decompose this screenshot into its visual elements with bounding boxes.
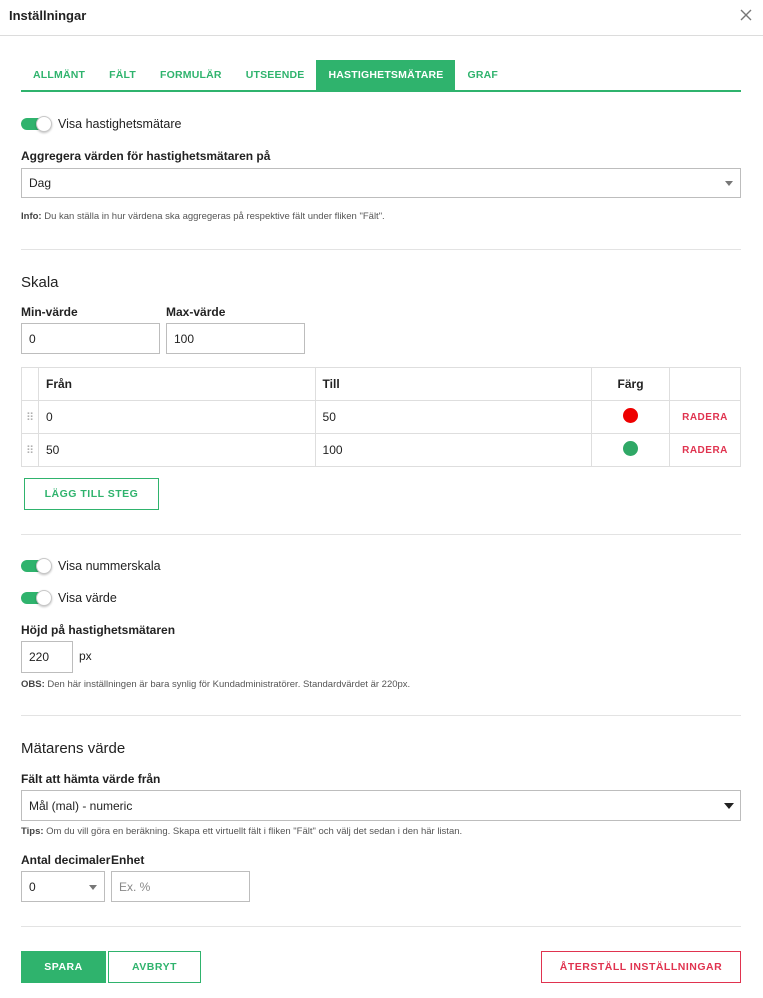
decimals-select[interactable]: [21, 871, 105, 902]
decimals-label: Antal decimaler: [21, 853, 111, 867]
delete-step-button[interactable]: RADERA: [670, 434, 741, 467]
field-source-label: Fält att hämta värde från: [21, 772, 161, 786]
tab-falt[interactable]: FÄLT: [109, 69, 136, 81]
field-source-select[interactable]: [21, 790, 741, 821]
unit-input[interactable]: [111, 871, 250, 902]
max-value-input[interactable]: 100: [166, 323, 305, 354]
aggregate-info: Info: Du kan ställa in hur värdena ska aggregeras på respektive fält under fliken "Fält".: [21, 211, 385, 222]
table-row: [22, 434, 741, 467]
drag-handle-icon[interactable]: ⠿: [22, 401, 39, 434]
min-value-label: Min-värde: [21, 305, 78, 319]
cancel-button[interactable]: AVBRYT: [108, 951, 201, 983]
height-note: OBS: Den här inställningen är bara synlig för Kundadministratörer. Standardvärdet är 220px.: [21, 679, 411, 690]
color-swatch[interactable]: [623, 441, 638, 456]
column-to: Till: [315, 368, 592, 401]
decimals-value: 0: [29, 879, 36, 894]
tab-allmant[interactable]: ALLMÄNT: [33, 69, 86, 81]
column-from: Från: [38, 368, 315, 401]
step-from-input[interactable]: 50: [38, 434, 315, 467]
chevron-down-icon: [725, 181, 733, 186]
step-to-input[interactable]: 50: [315, 401, 592, 434]
dialog-title: Inställningar: [9, 8, 87, 23]
delete-step-button[interactable]: RADERA: [670, 401, 741, 434]
max-value-label: Max-värde: [166, 305, 226, 319]
field-source-tip: Tips: Om du vill göra en beräkning. Skapa ett virtuellt fält i fliken "Fält" och välj det sedan i den här listan.: [21, 826, 463, 837]
reset-settings-button[interactable]: ÅTERSTÄLL INSTÄLLNINGAR: [541, 951, 741, 983]
divider: [21, 249, 741, 250]
scale-steps-table: [21, 367, 741, 467]
table-row: [22, 401, 741, 434]
field-source-value: Mål (mal) - numeric: [29, 798, 133, 813]
column-color: Färg: [592, 368, 670, 401]
tab-graf[interactable]: GRAF: [467, 69, 499, 81]
show-value-label: Visa värde: [58, 591, 117, 605]
chevron-down-icon: [724, 803, 734, 809]
divider: [21, 534, 741, 535]
min-value-input[interactable]: 0: [21, 323, 160, 354]
scale-title: Skala: [21, 274, 59, 291]
show-gauge-toggle[interactable]: [21, 116, 51, 132]
tab-bar: [21, 60, 741, 92]
tab-utseende[interactable]: UTSEENDE: [245, 69, 305, 81]
show-number-scale-label: Visa nummerskala: [58, 559, 161, 573]
table-header-row: [22, 368, 741, 401]
height-input[interactable]: 220: [21, 641, 73, 673]
show-gauge-label: Visa hastighetsmätare: [58, 117, 182, 131]
gauge-value-title: Mätarens värde: [21, 740, 126, 757]
save-button[interactable]: SPARA: [21, 951, 106, 983]
divider: [21, 926, 741, 927]
tab-hastighetsmatare[interactable]: HASTIGHETSMÄTARE: [316, 60, 455, 90]
drag-handle-icon[interactable]: ⠿: [22, 434, 39, 467]
aggregate-label: Aggregera värden för hastighetsmätaren på: [21, 149, 271, 163]
aggregate-select[interactable]: [21, 168, 741, 198]
height-unit: px: [79, 649, 92, 663]
tab-formular[interactable]: FORMULÄR: [160, 69, 222, 81]
step-to-input[interactable]: 100: [315, 434, 592, 467]
divider: [21, 715, 741, 716]
step-from-input[interactable]: 0: [38, 401, 315, 434]
chevron-down-icon: [89, 885, 97, 890]
unit-placeholder: Ex. %: [119, 879, 151, 894]
show-number-scale-toggle[interactable]: [21, 558, 51, 574]
color-swatch[interactable]: [623, 408, 638, 423]
add-step-button[interactable]: LÄGG TILL STEG: [24, 478, 159, 510]
unit-label: Enhet: [111, 853, 145, 867]
aggregate-value: Dag: [29, 176, 52, 190]
height-label: Höjd på hastighetsmätaren: [21, 623, 176, 637]
dialog-header: [0, 0, 763, 36]
close-icon[interactable]: [736, 5, 756, 25]
show-value-toggle[interactable]: [21, 590, 51, 606]
